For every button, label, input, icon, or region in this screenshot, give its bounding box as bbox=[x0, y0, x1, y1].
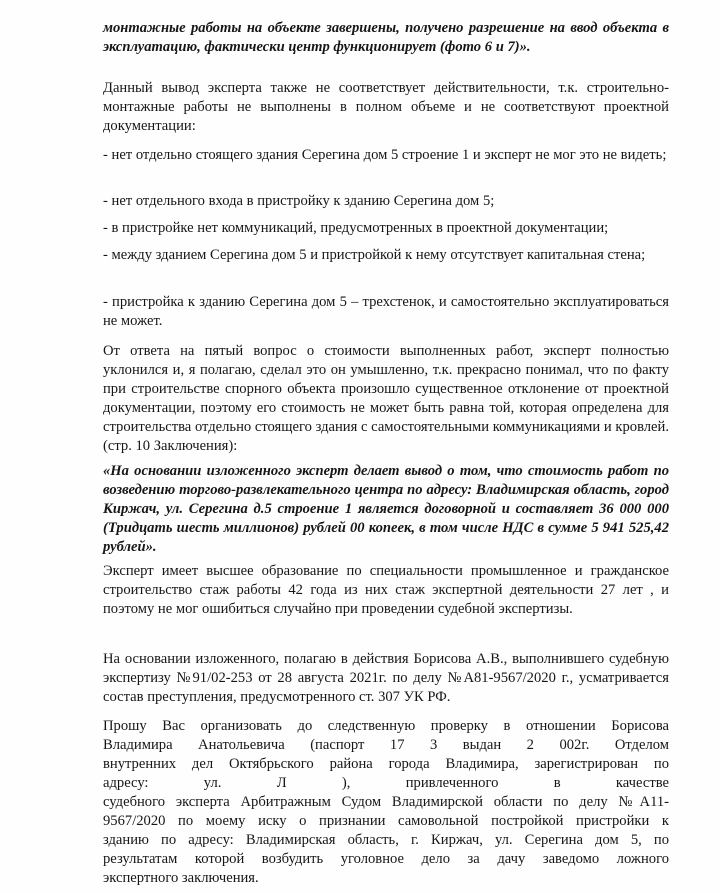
request-line: 9567/2020 по моему иску о признании самовольной постройкой пристройки к bbox=[103, 813, 669, 829]
fifth-question-paragraph: От ответа на пятый вопрос о стоимости выполненных работ, эксперт полностью уклонился и, я полагаю, сделал это он умышленно, т.к. прекрасно понимал, что по факту при строительстве спорного объекта произошло существенное отклонение от проектной документации, поэтому его стоимость не может быть равна той, которая определена для строительства отдельно стоящего здания с самостоятельными коммуникациями и кровлей. (стр. 10 Заключения): bbox=[103, 343, 669, 454]
request-line: Владимира Анатольевича (паспорт 17 3 выдан 2 002г. Отделом bbox=[103, 737, 669, 753]
request-line: судебного эксперта Арбитражным Судом Владимирской области по делу №А11- bbox=[103, 794, 669, 810]
request-paragraph bbox=[103, 717, 669, 888]
intro-quote-paragraph: монтажные работы на объекте завершены, получено разрешение на ввод объекта в эксплуатацию, фактически центр функционирует (фото 6 и 7)». bbox=[103, 20, 669, 55]
request-line: экспертного заключения. bbox=[103, 870, 259, 886]
bullet-item: - в пристройке нет коммуникаций, предусмотренных в проектной документации; bbox=[103, 220, 609, 236]
experience-paragraph: Эксперт имеет высшее образование по специальности промышленное и гражданское строительство стаж работы 42 года из них стаж экспертной деятельности 27 лет , и поэтому не мог ошибиться случайно при проведении судебной экспертизы. bbox=[103, 563, 669, 617]
request-line: адресу: ул. Л ), привлеченного в качестве bbox=[103, 775, 669, 791]
bullet-item: - между зданием Серегина дом 5 и пристройкой к нему отсутствует капитальная стена; bbox=[103, 247, 646, 263]
conclusion-paragraph: На основании изложенного, полагаю в действия Борисова А.В., выполнившего судебную экспертизу №91/02-253 от 28 августа 2021г. по делу №А81-9567/2020 г., усматривается состав преступления, предусмотренного ст. 307 УК РФ. bbox=[103, 651, 669, 705]
request-line: результатам которой возбудить уголовное дело за дачу заведомо ложного bbox=[103, 851, 669, 867]
request-line: внутренних дел Октябрьского района города Владимира, зарегистрирован по bbox=[103, 756, 669, 772]
request-line: зданию по адресу: Владимирская область, г. Киржач, ул. Серегина дом 5, по bbox=[103, 832, 669, 848]
request-line: Прошу Вас организовать до следственную проверку в отношении Борисова bbox=[103, 718, 669, 734]
rebuttal-paragraph: Данный вывод эксперта также не соответствует действительности, т.к. строительно-монтажные работы не выполнены в полном объеме и не соответствуют проектной документации: bbox=[103, 80, 669, 134]
bullet-item: - пристройка к зданию Серегина дом 5 – трехстенок, и самостоятельно эксплуатироваться не может. bbox=[103, 294, 669, 329]
bullet-item: - нет отдельного входа в пристройку к зданию Серегина дом 5; bbox=[103, 193, 495, 209]
bullet-item: - нет отдельно стоящего здания Серегина дом 5 строение 1 и эксперт не мог это не видеть; bbox=[103, 147, 667, 163]
expert-quote-paragraph: «На основании изложенного эксперт делает вывод о том, что стоимость работ по возведению торгово-развлекательного центра по адресу: Владимирская область, город Киржач, ул. Серегина д.5 строение 1 является договорной и составляет 36 000 000 (Тридцать шесть миллионов) рублей 00 копеек, в том числе НДС в сумме 5 941 525,42 рублей». bbox=[103, 463, 669, 555]
